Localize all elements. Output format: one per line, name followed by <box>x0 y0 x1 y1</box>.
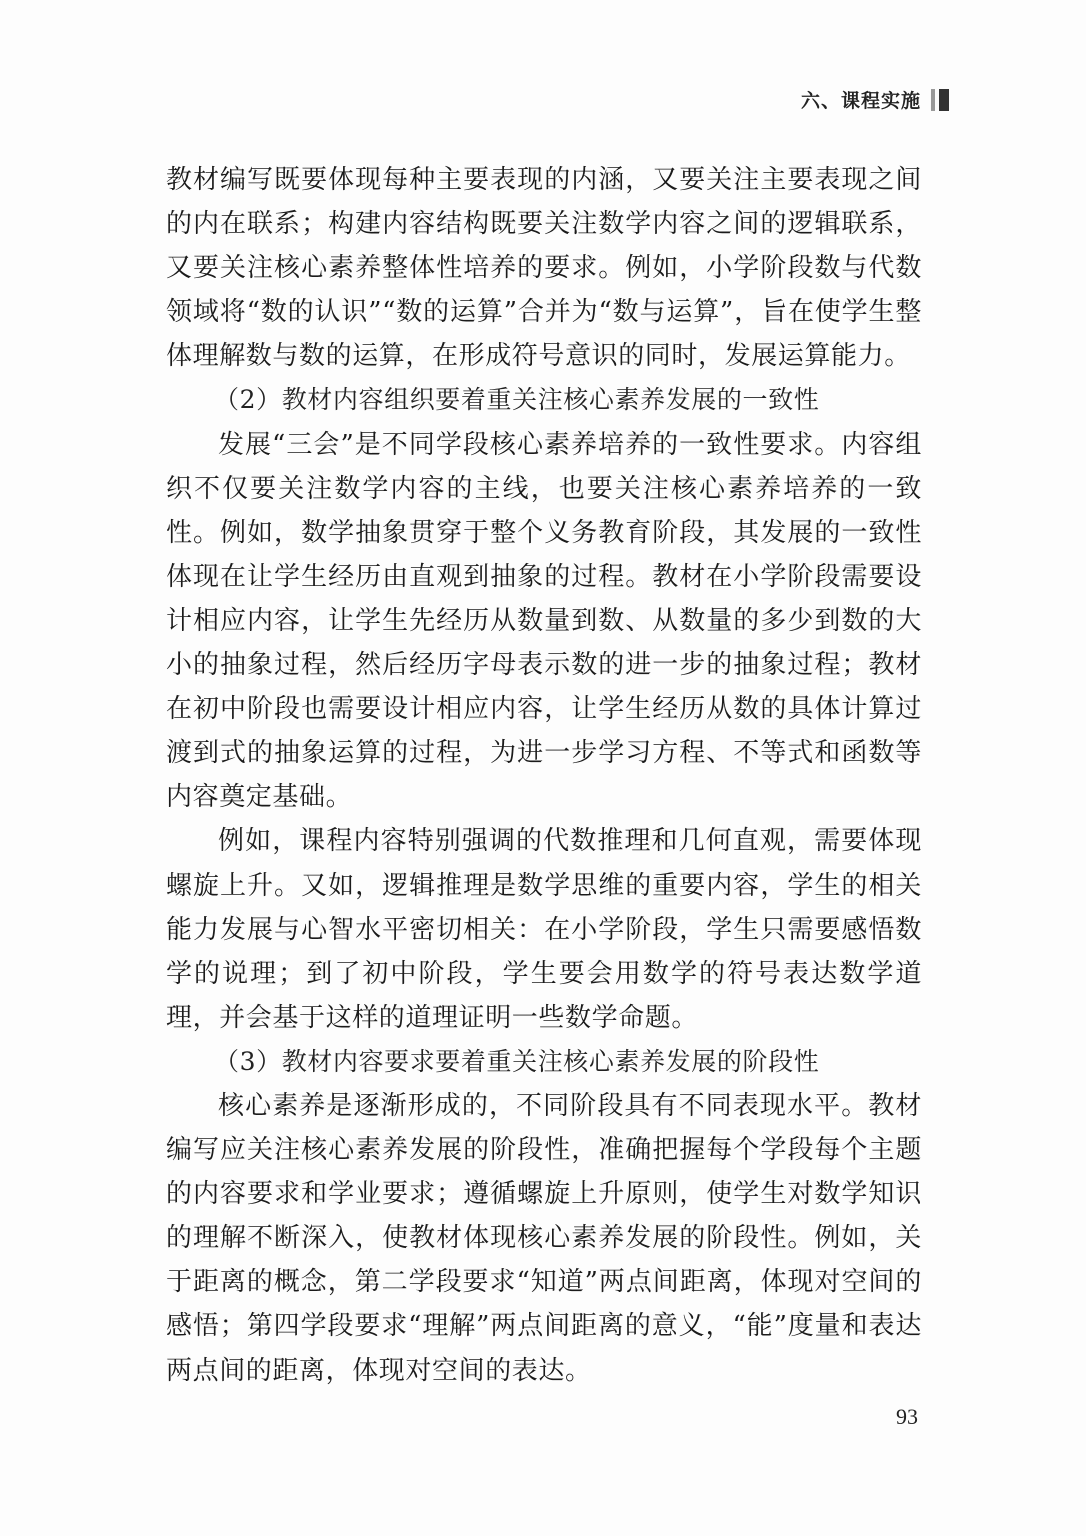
page-number: 93 <box>896 1404 918 1429</box>
header-thin-bar <box>931 89 935 111</box>
running-header <box>801 86 949 113</box>
section-heading-3: （3）教材内容要求要着重关注核心素养发展的阶段性 <box>214 1046 820 1076</box>
chapter-title: 六、课程实施 <box>800 90 921 112</box>
paragraph-1: 教材编写既要体现每种主要表现的内涵，又要关注主要表现之间的内在联系；构建内容结构既要关注数学内容之间的逻辑联系，又要关注核心素养整体性培养的要求。例如，小学阶段数与代数领域将“数的认识”“数的运算”合并为“数与运算”，旨在使学生整体理解数与数的运算，在形成符号意识的同时，发展运算能力。 <box>166 165 922 372</box>
body-text <box>166 158 922 1393</box>
header-bar-marks <box>931 88 949 112</box>
header-thick-bar <box>939 89 949 111</box>
paragraph-3: 例如，课程内容特别强调的代数推理和几何直观，需要体现螺旋上升。又如，逻辑推理是数学思维的重要内容，学生的相关能力发展与心智水平密切相关：在小学阶段，学生只需要感悟数学的说理；到了初中阶段，学生要会用数学的符号表达数学道理，并会基于这样的道理证明一些数学命题。 <box>166 826 922 1033</box>
paragraph-2: 发展“三会”是不同学段核心素养培养的一致性要求。内容组织不仅要关注数学内容的主线，也要关注核心素养培养的一致性。例如，数学抽象贯穿于整个义务教育阶段，其发展的一致性体现在让学生经历由直观到抽象的过程。教材在小学阶段需要设计相应内容，让学生先经历从数量到数、从数量的多少到数的大小的抽象过程，然后经历字母表示数的进一步的抽象过程；教材在初中阶段也需要设计相应内容，让学生经历从数的具体计算过渡到式的抽象运算的过程，为进一步学习方程、不等式和函数等内容奠定基础。 <box>166 429 922 813</box>
paragraph-4: 核心素养是逐渐形成的，不同阶段具有不同表现水平。教材编写应关注核心素养发展的阶段性，准确把握每个学段每个主题的内容要求和学业要求；遵循螺旋上升原则，使学生对数学知识的理解不断深入，使教材体现核心素养发展的阶段性。例如，关于距离的概念，第二学段要求“知道”两点间距离，体现对空间的感悟；第四学段要求“理解”两点间距离的意义，“能”度量和表达两点间的距离，体现对空间的表达。 <box>166 1090 922 1386</box>
section-heading-2: （2）教材内容组织要着重关注核心素养发展的一致性 <box>214 385 820 415</box>
